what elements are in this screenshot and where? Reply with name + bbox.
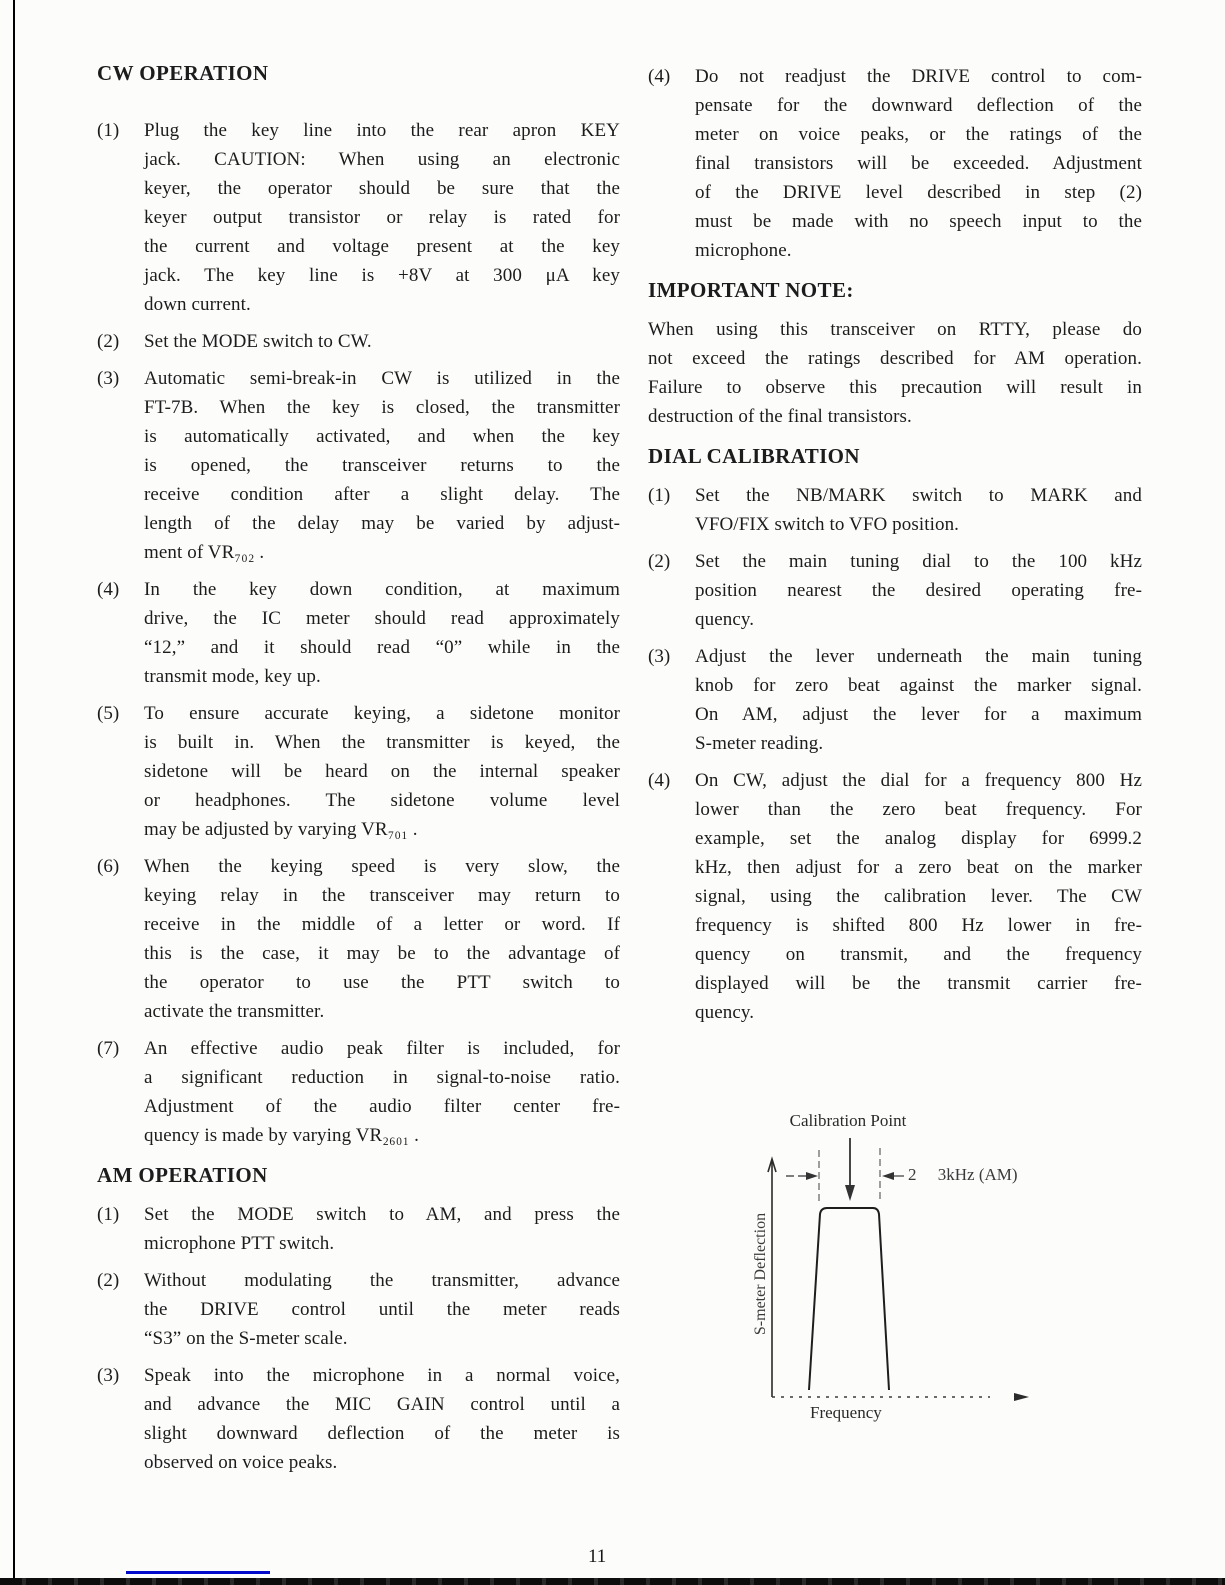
- text-line: length of the delay may be varied by adjust-: [144, 513, 620, 534]
- text-line: is built in. When the transmitter is keyed, the: [144, 732, 620, 753]
- item-number: (4): [648, 66, 671, 87]
- text-line: the DRIVE control until the meter reads: [144, 1299, 620, 1320]
- text-line: Set the NB/MARK switch to MARK and: [695, 485, 1142, 506]
- scan-border-left: [13, 0, 15, 1585]
- text-line: Failure to observe this precaution will result in: [648, 377, 1142, 398]
- blue-underline-mark: [126, 1571, 270, 1574]
- list-item: [97, 1034, 620, 1150]
- item-number: (2): [97, 331, 120, 352]
- text-line: On CW, adjust the dial for a frequency 800 Hz: [695, 770, 1142, 791]
- text-line: Adjust the lever underneath the main tuning: [695, 646, 1142, 667]
- text-line: keyer output transistor or relay is rated for: [144, 207, 620, 228]
- text-line: quency.: [695, 1002, 755, 1023]
- text-line: slight downward deflection of the meter is: [144, 1423, 620, 1444]
- text-line: In the key down condition, at maximum: [144, 579, 620, 600]
- bandpass-curve: [809, 1208, 889, 1390]
- measure-arrow-right-icon: [806, 1172, 818, 1180]
- item-number: (3): [97, 1365, 120, 1386]
- text-line: Set the MODE switch to CW.: [144, 331, 372, 352]
- list-item: [97, 699, 620, 844]
- text-line: S-meter reading.: [695, 733, 824, 754]
- text-line: Set the MODE switch to AM, and press the: [144, 1204, 620, 1225]
- section-heading: AM OPERATION: [97, 1163, 268, 1187]
- text-line: and advance the MIC GAIN control until a: [144, 1394, 620, 1415]
- text-line: ment of VR₇₀₂ .: [144, 542, 265, 563]
- item-number: (3): [648, 646, 671, 667]
- text-line: quency is made by varying VR₂₆₀₁ .: [144, 1125, 419, 1146]
- text-line: this is the case, it may be to the advantage of: [144, 943, 620, 964]
- text-line: example, set the analog display for 6999.2: [695, 828, 1142, 849]
- item-number: (4): [97, 579, 120, 600]
- text-line: lower than the zero beat frequency. For: [695, 799, 1142, 820]
- x-axis-arrow-icon: [1014, 1393, 1029, 1401]
- text-line: microphone PTT switch.: [144, 1233, 335, 1254]
- y-axis-label: S-meter Deflection: [752, 1212, 769, 1336]
- text-line: microphone.: [695, 240, 792, 261]
- text-line: Speak into the microphone in a normal voice,: [144, 1365, 620, 1386]
- column-left: [97, 60, 620, 1485]
- text-line: is opened, the transceiver returns to the: [144, 455, 620, 476]
- text-line: “12,” and it should read “0” while in the: [144, 637, 620, 658]
- text-line: signal, using the calibration lever. The CW: [695, 886, 1142, 907]
- text-line: receive in the middle of a letter or word. If: [144, 914, 620, 935]
- column-right: [648, 62, 1142, 1035]
- text-line: Without modulating the transmitter, advance: [144, 1270, 620, 1291]
- text-line: Adjustment of the audio filter center fre-: [144, 1096, 620, 1117]
- calibration-down-arrow-icon: [845, 1185, 855, 1201]
- text-line: Automatic semi-break-in CW is utilized in the: [144, 368, 620, 389]
- scan-border-bottom: [0, 1578, 1225, 1585]
- text-line: keyer, the operator should be sure that the: [144, 178, 620, 199]
- item-number: (1): [97, 120, 120, 141]
- text-line: To ensure accurate keying, a sidetone monitor: [144, 703, 620, 724]
- text-line: Plug the key line into the rear apron KEY: [144, 120, 620, 141]
- text-line: “S3” on the S-meter scale.: [144, 1328, 348, 1349]
- list-item: [97, 852, 620, 1026]
- list-item: [97, 1361, 620, 1477]
- text-line: or headphones. The sidetone volume level: [144, 790, 620, 811]
- list-item: [97, 1200, 620, 1258]
- page-number: 11: [588, 1546, 607, 1567]
- list-item: [648, 547, 1142, 634]
- list-item: [648, 481, 1142, 539]
- list-item: [97, 364, 620, 567]
- list-item: [648, 62, 1142, 265]
- text-line: jack. CAUTION: When using an electronic: [144, 149, 620, 170]
- text-line: must be made with no speech input to the: [695, 211, 1142, 232]
- list-item: [97, 575, 620, 691]
- x-axis-label: Frequency: [810, 1403, 882, 1422]
- text-line: down current.: [144, 294, 251, 315]
- list-item: [97, 327, 620, 356]
- section-heading: DIAL CALIBRATION: [648, 444, 860, 468]
- text-line: observed on voice peaks.: [144, 1452, 338, 1473]
- calibration-figure: [738, 1095, 1068, 1440]
- text-line: a significant reduction in signal-to-noise ratio.: [144, 1067, 620, 1088]
- text-line: displayed will be the transmit carrier fre-: [695, 973, 1142, 994]
- text-line: pensate for the downward deflection of the: [695, 95, 1142, 116]
- paragraph: [648, 315, 1142, 431]
- item-number: (4): [648, 770, 671, 791]
- text-line: is automatically activated, and when the key: [144, 426, 620, 447]
- text-line: FT-7B. When the key is closed, the transmitter: [144, 397, 620, 418]
- item-number: (2): [648, 551, 671, 572]
- text-line: quency.: [695, 609, 755, 630]
- section-heading: CW OPERATION: [97, 61, 269, 85]
- text-line: transmit mode, key up.: [144, 666, 321, 687]
- text-line: of the DRIVE level described in step (2): [695, 182, 1142, 203]
- text-line: frequency is shifted 800 Hz lower in fre-: [695, 915, 1142, 936]
- item-number: (7): [97, 1038, 120, 1059]
- list-item: [648, 766, 1142, 1027]
- item-number: (3): [97, 368, 120, 389]
- text-line: final transistors will be exceeded. Adjustment: [695, 153, 1142, 174]
- text-line: receive condition after a slight delay. The: [144, 484, 620, 505]
- text-line: An effective audio peak filter is included, for: [144, 1038, 620, 1059]
- text-line: the operator to use the PTT switch to: [144, 972, 620, 993]
- item-number: (6): [97, 856, 120, 877]
- text-line: meter on voice peaks, or the ratings of the: [695, 124, 1142, 145]
- text-line: position nearest the desired operating fre-: [695, 580, 1142, 601]
- list-item: [97, 1266, 620, 1353]
- text-line: quency on transmit, and the frequency: [695, 944, 1142, 965]
- text-line: knob for zero beat against the marker signal.: [695, 675, 1142, 696]
- text-line: VFO/FIX switch to VFO position.: [695, 514, 960, 535]
- text-line: keying relay in the transceiver may return to: [144, 885, 620, 906]
- item-number: (2): [97, 1270, 120, 1291]
- text-line: On AM, adjust the lever for a maximum: [695, 704, 1142, 725]
- text-line: kHz, then adjust for a zero beat on the marker: [695, 857, 1142, 878]
- calibration-figure-svg: [738, 1095, 1068, 1440]
- text-line: activate the transmitter.: [144, 1001, 325, 1022]
- text-line: When the keying speed is very slow, the: [144, 856, 620, 877]
- text-line: Set the main tuning dial to the 100 kHz: [695, 551, 1142, 572]
- text-line: not exceed the ratings described for AM operation.: [648, 348, 1142, 369]
- text-line: When using this transceiver on RTTY, please do: [648, 319, 1142, 340]
- item-number: (5): [97, 703, 120, 724]
- text-line: sidetone will be heard on the internal speaker: [144, 761, 620, 782]
- text-line: jack. The key line is +8V at 300 μA key: [144, 265, 620, 286]
- bandwidth-label: 2 3kHz (AM): [908, 1165, 1018, 1184]
- item-number: (1): [648, 485, 671, 506]
- list-item: [648, 642, 1142, 758]
- text-line: destruction of the final transistors.: [648, 406, 912, 427]
- figure-title: Calibration Point: [789, 1111, 907, 1130]
- text-line: Do not readjust the DRIVE control to com-: [695, 66, 1142, 87]
- item-number: (1): [97, 1204, 120, 1225]
- text-line: drive, the IC meter should read approximately: [144, 608, 620, 629]
- text-line: may be adjusted by varying VR₇₀₁ .: [144, 819, 418, 840]
- list-item: [97, 116, 620, 319]
- measure-arrow-left-icon: [882, 1172, 894, 1180]
- section-heading: IMPORTANT NOTE:: [648, 278, 854, 302]
- text-line: the current and voltage present at the key: [144, 236, 620, 257]
